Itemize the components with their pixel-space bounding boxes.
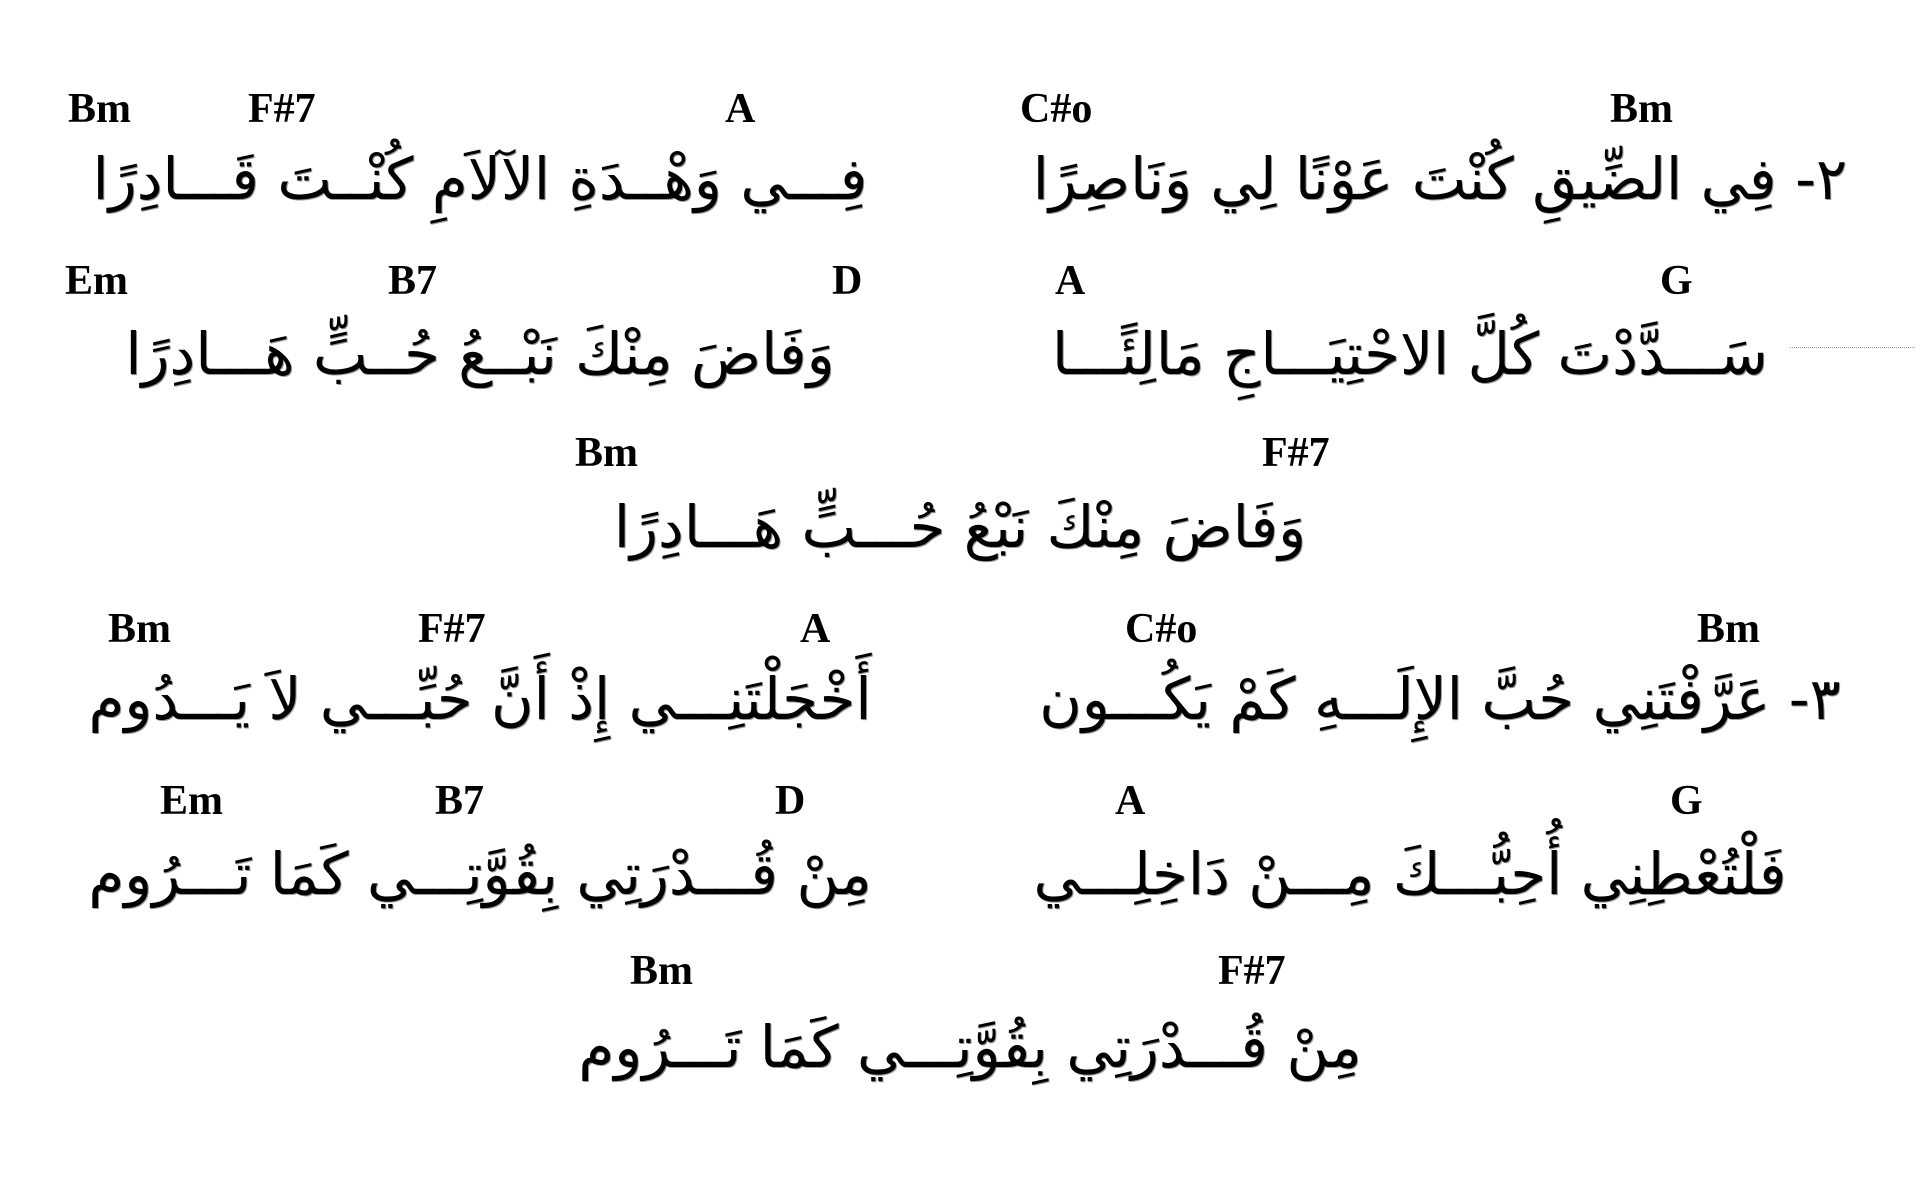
chord-label: D — [832, 258, 863, 304]
lyric-line: مِنْ قُـــدْرَتِي بِقُوَّتِـــي كَمَا تَـــرُوم — [578, 1013, 1362, 1081]
chord-label: A — [1115, 778, 1146, 824]
chord-label: F#7 — [1262, 430, 1330, 476]
chord-label: Bm — [575, 430, 638, 476]
chord-label: D — [775, 778, 806, 824]
lyric-line: وَفَاضَ مِنْكَ نَبْعُ حُـــبٍّ هَـــادِرًا — [613, 493, 1307, 561]
chord-label: B7 — [435, 778, 485, 824]
chord-label: B7 — [388, 258, 438, 304]
lyric-line: مِنْ قُـــدْرَتِي بِقُوَّتِـــي كَمَا تَـــرُوم — [88, 840, 872, 908]
chord-label: C#o — [1125, 606, 1198, 652]
chord-label: Bm — [108, 606, 171, 652]
chord-label: Bm — [68, 86, 131, 132]
lyric-line: ٣- عَرَّفْتَنِي حُبَّ الإِلَـــهِ كَمْ يَكُـــون — [1039, 665, 1841, 733]
chord-label: Em — [65, 258, 128, 304]
lyric-line: فِـــي وَهْــدَةِ الآلاَمِ كُنْــتَ قَـــادِرًا — [92, 145, 868, 213]
lyric-line: فَلْتُعْطِنِي أُحِبُّـــكَ مِـــنْ دَاخِلِـــي — [1033, 840, 1787, 908]
chord-label: A — [800, 606, 831, 652]
chord-label: F#7 — [1218, 948, 1286, 994]
chord-label: C#o — [1020, 86, 1093, 132]
chord-label: Bm — [630, 948, 693, 994]
chord-label: Em — [160, 778, 223, 824]
chord-label: G — [1670, 778, 1703, 824]
lyric-line: أَخْجَلْتَنِـــي إِذْ أَنَّ حُبِّـــي لاَ يَـــدُوم — [88, 665, 872, 733]
chord-label: F#7 — [248, 86, 316, 132]
dotted-separator — [1790, 347, 1915, 348]
lyric-line: ٢- فِي الضِّيقِ كُنْتَ عَوْنًا لِي وَنَاصِرًا — [1032, 145, 1848, 213]
chord-label: Bm — [1697, 606, 1760, 652]
chord-label: A — [725, 86, 756, 132]
chord-label: Bm — [1610, 86, 1673, 132]
chord-label: G — [1660, 258, 1693, 304]
chord-label: A — [1055, 258, 1086, 304]
chord-label: F#7 — [418, 606, 486, 652]
lyric-line: سَـــدَّدْتَ كُلَّ الاحْتِيَـــاجِ مَالِئًـــا — [1052, 320, 1768, 388]
lyric-line: وَفَاضَ مِنْكَ نَبْــعُ حُــبٍّ هَـــادِرًا — [125, 320, 835, 388]
